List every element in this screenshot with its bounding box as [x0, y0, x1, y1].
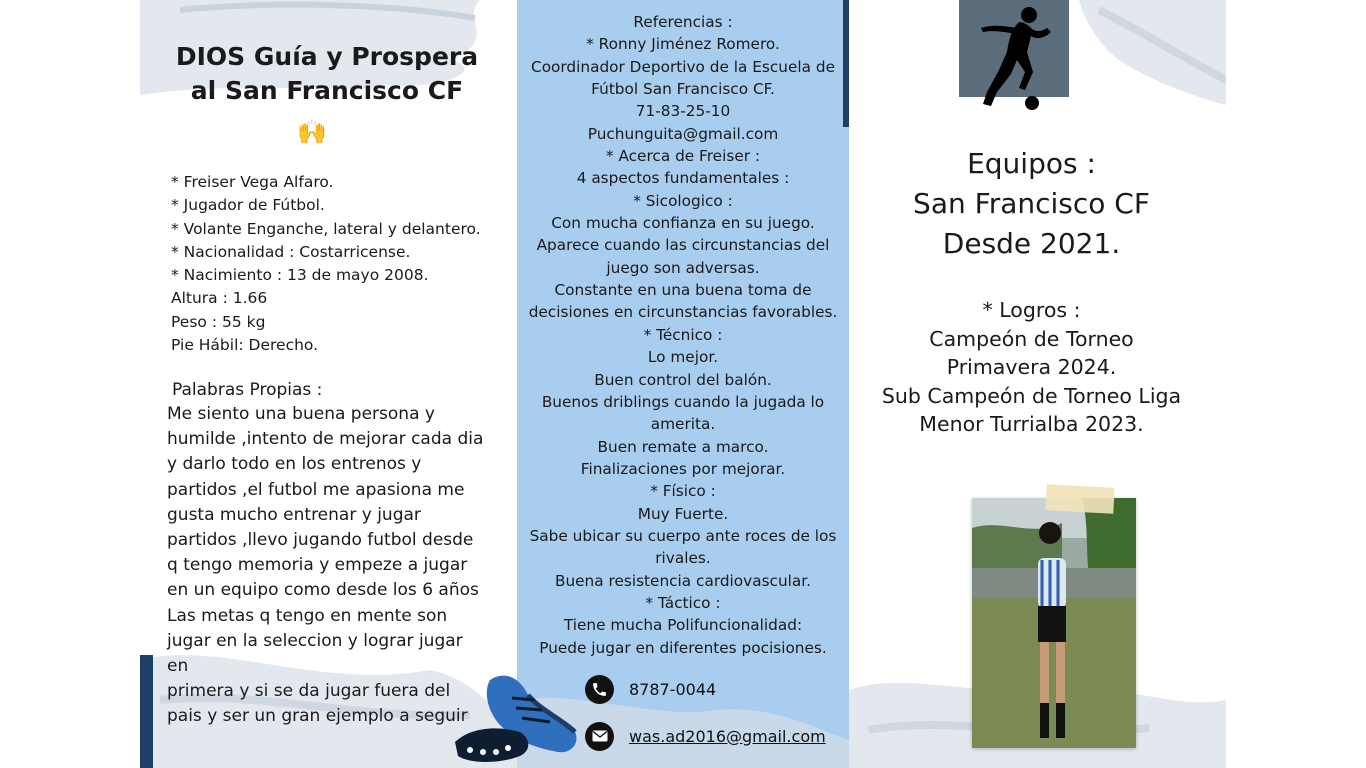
- info-foot: Pie Hábil: Derecho.: [171, 336, 319, 355]
- text-line: Me siento una buena persona y: [167, 404, 435, 424]
- ref-line: Aparece cuando las circunstancias del: [536, 236, 830, 255]
- ref-line: * Acerca de Freiser :: [605, 147, 761, 166]
- info-role: * Jugador de Fútbol.: [171, 196, 325, 215]
- phone-number: 8787-0044: [629, 679, 717, 699]
- ref-line: * Técnico :: [643, 325, 723, 344]
- ref-line: juego son adversas.: [606, 258, 760, 277]
- email-link[interactable]: was.ad2016@gmail.com: [629, 726, 826, 746]
- ref-line: * Ronny Jiménez Romero.: [586, 35, 780, 54]
- text-line: partidos ,llevo jugando futbol desde: [167, 530, 474, 551]
- text-line: gusta mucho entrenar y jugar: [167, 504, 421, 525]
- logros-line: * Logros :: [982, 298, 1081, 322]
- palabras-propias-text: [167, 402, 485, 730]
- title-line-2: al San Francisco CF: [190, 76, 464, 105]
- ref-line: 4 aspectos fundamentales :: [576, 169, 790, 188]
- info-nationality: * Nacionalidad : Costarricense.: [171, 242, 411, 261]
- logros-line: Sub Campeón de Torneo Liga: [881, 383, 1182, 408]
- info-position: * Volante Enganche, lateral y delantero.: [171, 219, 481, 238]
- ref-line: * Físico :: [650, 482, 716, 501]
- ref-line: Muy Fuerte.: [637, 504, 729, 523]
- ref-line: Lo mejor.: [647, 348, 719, 367]
- email-contact: [585, 721, 826, 751]
- info-weight: Peso : 55 kg: [171, 312, 266, 331]
- ref-line: Fútbol San Francisco CF.: [591, 80, 775, 99]
- info-name: * Freiser Vega Alfaro.: [171, 173, 334, 191]
- logros-line: Menor Turrialba 2023.: [919, 412, 1144, 436]
- ref-line: Buenos driblings cuando la jugada lo: [541, 392, 825, 411]
- ref-line: Coordinador Deportivo de la Escuela de: [531, 57, 835, 76]
- text-line: q tengo memoria y empeze a jugar: [167, 555, 468, 576]
- page-title: [170, 40, 484, 108]
- info-height: Altura : 1.66: [171, 289, 268, 308]
- text-line: humilde ,intento de mejorar cada dia: [167, 429, 484, 450]
- envelope-icon: [585, 722, 614, 751]
- text-line: primera y si se da jugar fuera del: [167, 681, 451, 702]
- text-line: jugar en la seleccion y lograr jugar en: [167, 630, 463, 677]
- ref-line: Buena resistencia cardiovascular.: [554, 571, 812, 590]
- ref-line: Referencias :: [633, 13, 733, 31]
- equipos-line: Desde 2021.: [942, 227, 1121, 260]
- references-text: [517, 11, 849, 659]
- text-line: Las metas q tengo en mente son: [167, 605, 448, 626]
- ref-line: Con mucha confianza en su juego.: [551, 214, 815, 233]
- ref-line: Sabe ubicar su cuerpo ante roces de los: [529, 526, 837, 545]
- player-silhouette-box: [959, 0, 1069, 97]
- equipos-line: Equipos :: [967, 147, 1096, 180]
- ref-line: rivales.: [655, 549, 711, 568]
- soccer-player-icon: [959, 0, 1069, 115]
- ref-line: Constante en una buena toma de: [554, 281, 812, 300]
- ref-line: Tiene mucha Polifuncionalidad:: [563, 616, 803, 635]
- equipos-line: San Francisco CF: [913, 187, 1150, 220]
- title-line-1: DIOS Guía y Prospera: [175, 42, 479, 71]
- text-line: en un equipo como desde los 6 años: [167, 580, 479, 601]
- ref-line: * Táctico :: [645, 593, 721, 612]
- ref-line: Puchunguita@gmail.com: [587, 124, 779, 143]
- player-info-list: [171, 171, 511, 357]
- logros-line: Campeón de Torneo: [929, 326, 1134, 351]
- middle-panel: [517, 0, 849, 768]
- ref-line: Buen remate a marco.: [597, 437, 769, 456]
- phone-icon: [585, 675, 614, 704]
- palabras-propias-label: Palabras Propias :: [172, 380, 323, 400]
- ref-line: decisiones en circunstancias favorables.: [528, 303, 838, 322]
- player-photo: [972, 498, 1136, 748]
- equipos-section: [849, 144, 1214, 264]
- ref-line: Buen control del balón.: [594, 370, 772, 389]
- logros-section: [849, 296, 1214, 439]
- raising-hands-icon: 🙌: [297, 118, 327, 146]
- right-panel: [849, 0, 1226, 768]
- tape-decoration: [1045, 484, 1114, 514]
- ref-line: amerita.: [650, 415, 716, 434]
- left-panel: [140, 0, 517, 768]
- info-birth: * Nacimiento : 13 de mayo 2008.: [171, 266, 429, 285]
- text-line: partidos ,el futbol me apasiona me: [167, 479, 465, 500]
- text-line: pais y ser un gran ejemplo a seguir: [167, 706, 468, 727]
- logros-line: Primavera 2024.: [946, 355, 1117, 379]
- ref-line: Puede jugar en diferentes pocisiones.: [539, 638, 827, 657]
- text-line: y darlo todo en los entrenos y: [167, 454, 422, 475]
- ref-line: * Sicologico :: [633, 191, 733, 210]
- ref-line: Finalizaciones por mejorar.: [580, 459, 786, 478]
- football-boots-icon: [450, 670, 585, 768]
- ref-line: 71-83-25-10: [635, 102, 731, 121]
- phone-contact: [585, 674, 716, 704]
